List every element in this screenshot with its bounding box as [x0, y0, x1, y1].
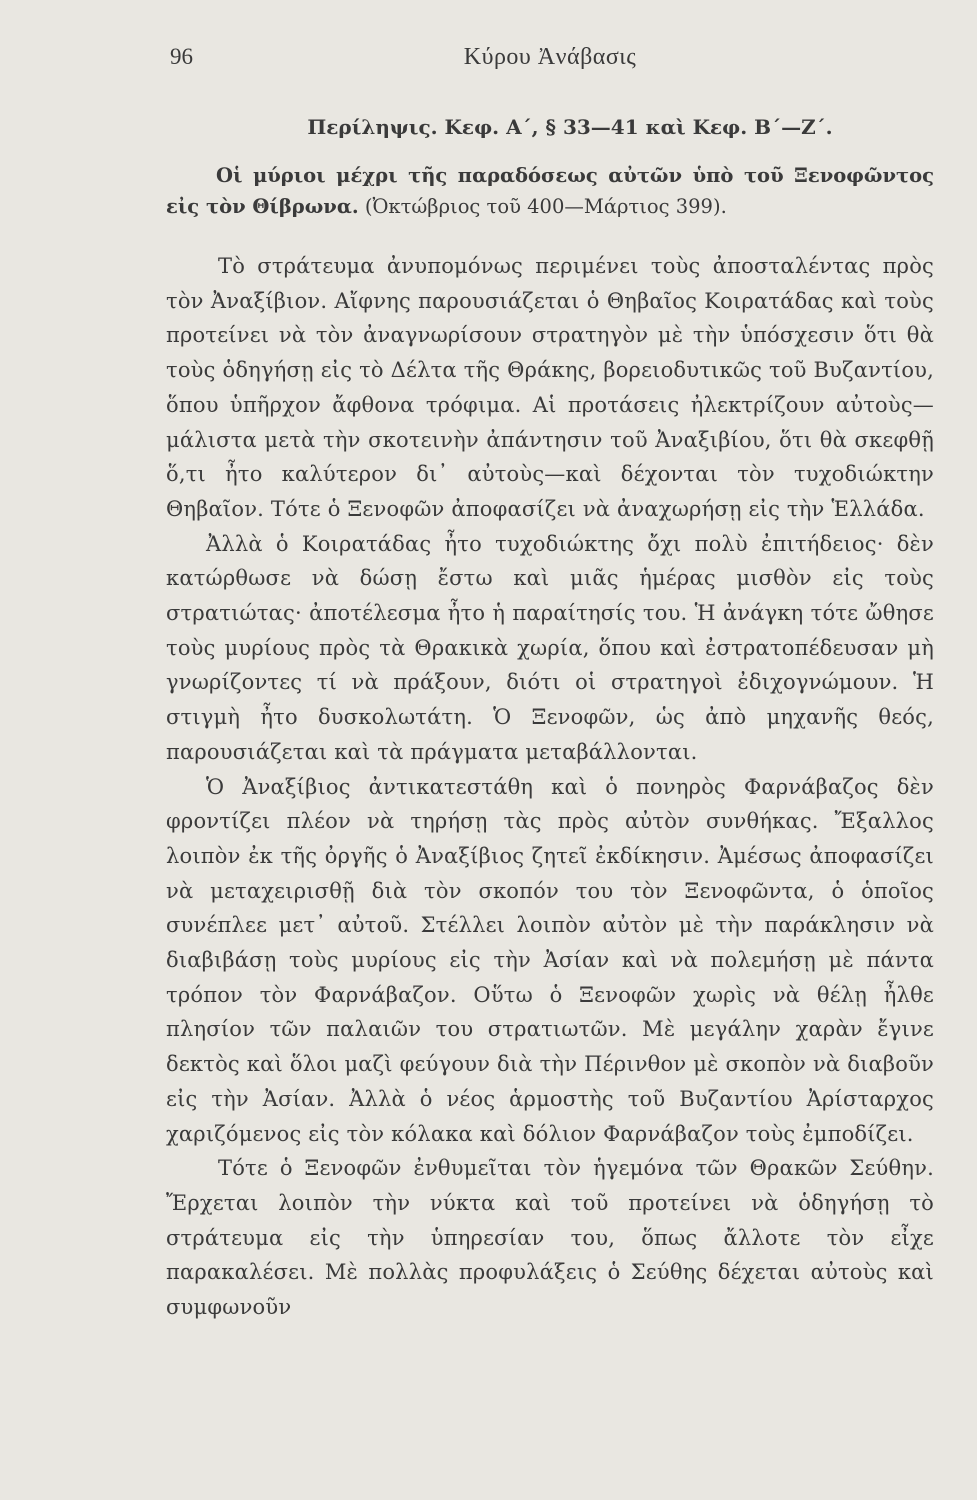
page-number: 96 [170, 44, 193, 69]
summary-subtitle-date: (Ὀκτώβριος τοῦ 400—Μάρτιος 399). [358, 195, 727, 218]
summary-subtitle [166, 160, 934, 222]
body-text [166, 249, 934, 1325]
paragraph: Τότε ὁ Ξενοφῶν ἐνθυμεῖται τὸν ἡγεμόνα τῶν Θρακῶν Σεύθην. Ἔρχεται λοιπὸν τὴν νύκτα καὶ τοῦ προτείνει νὰ ὁδηγήσῃ τὸ στράτευμα εἰς τὴν ὑπηρεσίαν του, ὅπως ἄλλοτε τὸν εἶχε παρακαλέσει. Μὲ πολλὰς προφυλάξεις ὁ Σεύθης δέχεται αὐτοὺς καὶ συμφωνοῦν [166, 1156, 934, 1320]
summary-title: Περίληψις. Κεφ. Α΄, § 33—41 καὶ Κεφ. Β΄—Ζ΄. [307, 115, 833, 139]
summary-block [166, 112, 934, 222]
summary-subtitle-bold: Οἱ μύριοι μέχρι τῆς παραδόσεως αὐτῶν ὑπὸ τοῦ Ξενοφῶντος εἰς τὸν Θίβρωνα. [166, 164, 934, 218]
page-header [170, 44, 930, 84]
paragraph: Τὸ στράτευμα ἀνυπομόνως περιμένει τοὺς ἀποσταλέντας πρὸς τὸν Ἀναξίβιον. Αἴφνης παρουσιάζεται ὁ Θηβαῖος Κοιρατάδας καὶ τοὺς προτείνει νὰ τὸν ἀναγνωρίσουν στρατηγὸν μὲ τὴν ὑπόσχεσιν ὅτι θὰ τοὺς ὁδηγήσῃ εἰς τὸ Δέλτα τῆς Θράκης, βορειοδυτικῶς τοῦ Βυζαντίου, ὅπου ὑπῆρχον ἄφθονα τρόφιμα. Αἱ προτάσεις ἠλεκτρίζουν αὐτοὺς—μάλιστα μετὰ τὴν σκοτεινὴν ἀπάντησιν τοῦ Ἀναξιβίου, ὅτι θὰ σκεφθῇ ὅ,τι ἦτο καλύτερον δι᾿ αὐτοὺς—καὶ δέχονται τὸν τυχοδιώκτην Θηβαῖον. Τότε ὁ Ξενοφῶν ἀποφασίζει νὰ ἀναχωρήσῃ εἰς τὴν Ἑλλάδα. [166, 254, 934, 521]
paragraph: Ἀλλὰ ὁ Κοιρατάδας ἦτο τυχοδιώκτης ὄχι πολὺ ἐπιτήδειος· δὲν κατώρθωσε νὰ δώσῃ ἔστω καὶ μιᾶς ἡμέρας μισθὸν εἰς τοὺς στρατιώτας· ἀποτέλεσμα ἦτο ἡ παραίτησίς του. Ἡ ἀνάγκη τότε ὤθησε τοὺς μυρίους πρὸς τὰ Θρακικὰ χωρία, ὅπου καὶ ἐστρατοπέδευσαν μὴ γνωρίζοντες τί νὰ πράξουν, διότι οἱ στρατηγοὶ ἐδιχογνώμουν. Ἡ στιγμὴ ἦτο δυσκολωτάτη. Ὁ Ξενοφῶν, ὡς ἀπὸ μηχανῆς θεός, παρουσιάζεται καὶ τὰ πράγματα μεταβάλλονται. [166, 531, 934, 764]
running-title: Κύρου Ἀνάβασις [463, 44, 637, 70]
paragraph: Ὁ Ἀναξίβιος ἀντικατεστάθη καὶ ὁ πονηρὸς Φαρνάβαζος δὲν φροντίζει πλέον νὰ τηρήσῃ τὰς πρὸς αὐτὸν συνθήκας. Ἔξαλλος λοιπὸν ἐκ τῆς ὀργῆς ὁ Ἀναξίβιος ζητεῖ ἐκδίκησιν. Ἀμέσως ἀποφασίζει νὰ μεταχειρισθῇ διὰ τὸν σκοπόν του τὸν Ξενοφῶντα, ὁ ὁποῖος συνέπλεε μετ᾿ αὐτοῦ. Στέλλει λοιπὸν αὐτὸν μὲ τὴν παράκλησιν νὰ διαβιβάσῃ τοὺς μυρίους εἰς τὴν Ἀσίαν καὶ νὰ πολεμήσῃ μὲ πάντα τρόπον τὸν Φαρνάβαζον. Οὕτω ὁ Ξενοφῶν χωρὶς νὰ θέλῃ ἦλθε πλησίον τῶν παλαιῶν του στρατιωτῶν. Μὲ μεγάλην χαρὰν ἔγινε δεκτὸς καὶ ὅλοι μαζὶ φεύγουν διὰ τὴν Πέρινθον μὲ σκοπὸν νὰ διαβοῦν εἰς τὴν Ἀσίαν. Ἀλλὰ ὁ νέος ἁρμοστὴς τοῦ Βυζαντίου Ἀρίσταρχος χαριζόμενος εἰς τὸν κόλακα καὶ δόλιον Φαρνάβαζον τοὺς ἐμποδίζει. [166, 774, 934, 1146]
